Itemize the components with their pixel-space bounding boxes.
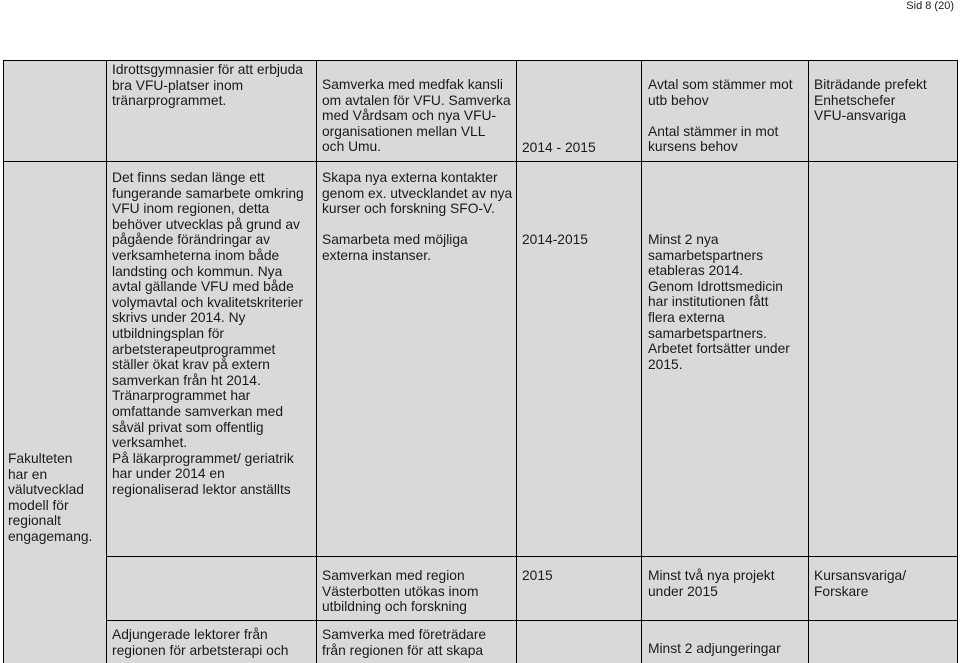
table-rule-col5-right <box>808 60 809 663</box>
cell-r3-responsible: Kursansvariga/ Forskare <box>814 568 907 599</box>
cell-r3-outcome: Minst två nya projekt under 2015 <box>648 568 775 599</box>
table-rule-col3-right <box>516 60 517 663</box>
cell-r1-period: 2014 - 2015 <box>522 140 596 155</box>
table-rule-row1-bottom <box>3 161 958 162</box>
table-rule-col2-right <box>316 60 317 663</box>
table-rule-top <box>3 60 958 61</box>
table-rule-left <box>3 60 4 663</box>
cell-r3-period: 2015 <box>522 568 553 583</box>
page-number: Sid 8 (20) <box>906 0 954 12</box>
cell-r4-situation: Adjungerade lektorer från regionen för arbetsterapi och <box>112 627 289 658</box>
cell-r2-goal: Fakulteten har en välutvecklad modell för regionalt engagemang. <box>8 451 93 544</box>
table-rule-col1-right <box>106 60 107 663</box>
cell-r2-outcome: Minst 2 nya samarbetspartners etableras 2014. Genom Idrottsmedicin har institutionen fått flera externa samarbetspartners. Arbetet fortsätter under 2015. <box>648 232 790 372</box>
cell-r1-outcome: Avtal som stämmer mot utb behov Antal stämmer in mot kursens behov <box>648 77 793 155</box>
table-rule-right <box>957 60 958 663</box>
cell-r1-situation: Idrottsgymnasier för att erbjuda bra VFU-platser inom tränarprogrammet. <box>112 62 303 109</box>
cell-r2-situation: Det finns sedan länge ett fungerande samarbete omkring VFU inom regionen, detta behöver utvecklas på grund av pågående förändringar av verksamheterna inom både landsting och kommun. Nya avtal gällande VFU med både volymavtal och kvalitetskriterier skrivs under 2014. Ny utbildningsplan för arbetsterapeutprogrammet ställer ökat krav på extern samverkan från ht 2014. Tränarprogrammet har omfattande samverkan med såväl privat som offentlig verksamhet. På läkarprogrammet/ geriatrik har under 2014 en regionaliserad lektor anställts <box>112 170 304 497</box>
cell-r2-activity: Skapa nya externa kontakter genom ex. utvecklandet av nya kurser och forskning SFO-V. Samarbeta med möjliga externa instanser. <box>322 170 513 263</box>
cell-r4-activity: Samverka med företrädare från regionen för att skapa <box>322 627 487 658</box>
table-rule-col4-right <box>641 60 642 663</box>
cell-r3-activity: Samverkan med region Västerbotten utökas inom utbildning och forskning <box>322 568 479 615</box>
table-rule-row2-bottom <box>106 556 958 557</box>
cell-r1-activity: Samverka med medfak kansli om avtalen för VFU. Samverka med Vårdsam och nya VFU- organisationen mellan VLL och Umu. <box>322 77 511 155</box>
table-rule-row3-bottom <box>106 620 958 621</box>
cell-r2-period: 2014-2015 <box>522 232 588 247</box>
cell-r4-outcome: Minst 2 adjungeringar <box>648 641 781 656</box>
cell-r1-responsible: Biträdande prefekt Enhetschefer VFU-ansvariga <box>814 77 927 124</box>
